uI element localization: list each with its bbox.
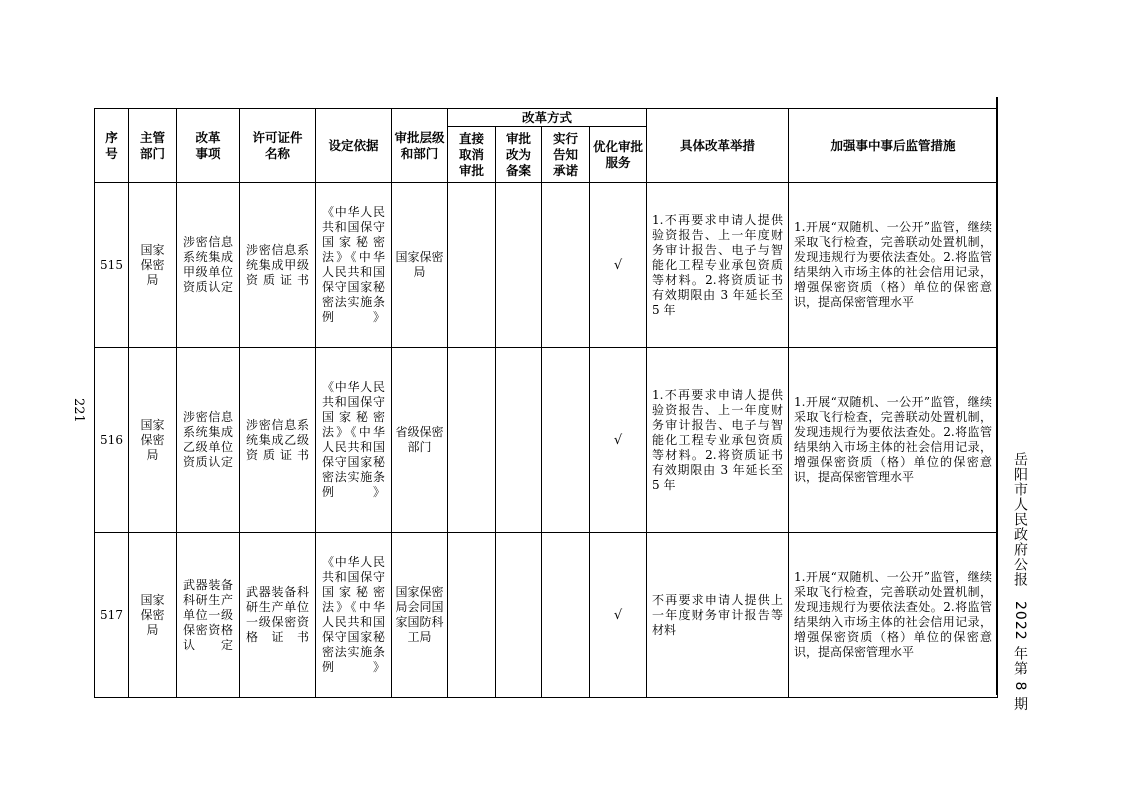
cell-basis: 《中华人民共和国保守国家秘密法》《中华人民共和国保守国家秘密法实施条例》 [316, 348, 392, 533]
header-method-cancel: 直接取消审批 [448, 127, 496, 183]
table-row [95, 183, 998, 348]
cell-method-optimize: √ [590, 533, 647, 698]
header-level: 审批层级和部门 [392, 109, 448, 183]
cell-seq: 515 [95, 183, 129, 348]
cell-item: 武器装备科研生产单位一级保密资格认定 [177, 533, 240, 698]
header-row [95, 109, 998, 127]
cell-supervision: 1.开展“双随机、一公开”监管，继续采取飞行检查，完善联动处置机制，发现违规行为要依法查处。2.将监管结果纳入市场主体的社会信用记录，增强保密资质（格）单位的保密意识，提高保密管理水平 [789, 348, 998, 533]
journal-name: 岳阳市人民政府公报 [1012, 452, 1028, 587]
header-method-filing: 审批改为备案 [496, 127, 542, 183]
header-item: 改革事项 [177, 109, 240, 183]
header-measures: 具体改革举措 [647, 109, 789, 183]
cell-method-cancel [448, 533, 496, 698]
cell-dept: 国家保密局 [129, 533, 177, 698]
cell-method-optimize: √ [590, 348, 647, 533]
cell-item: 涉密信息系统集成乙级单位资质认定 [177, 348, 240, 533]
cell-measures: 1.不再要求申请人提供验资报告、上一年度财务审计报告、电子与智能化工程专业承包资质等材料。2.将资质证书有效期限由 3 年延长至 5 年 [647, 348, 789, 533]
cell-license: 武器装备科研生产单位一级保密资格证书 [240, 533, 316, 698]
cell-level: 国家保密局会同国家国防科工局 [392, 533, 448, 698]
cell-supervision: 1.开展“双随机、一公开”监管，继续采取飞行检查，完善联动处置机制，发现违规行为要依法查处。2.将监管结果纳入市场主体的社会信用记录，增强保密资质（格）单位的保密意识，提高保密管理水平 [789, 183, 998, 348]
header-supervision: 加强事中事后监管措施 [789, 109, 998, 183]
cell-method-notify [542, 348, 590, 533]
cell-method-notify [542, 183, 590, 348]
header-basis: 设定依据 [316, 109, 392, 183]
cell-seq: 517 [95, 533, 129, 698]
cell-license: 涉密信息系统集成甲级资质证书 [240, 183, 316, 348]
journal-running-head [1006, 452, 1030, 712]
cell-level: 国家保密局 [392, 183, 448, 348]
cell-license: 涉密信息系统集成乙级资质证书 [240, 348, 316, 533]
journal-issue: 2022 年第 8 期 [1012, 601, 1028, 712]
cell-dept: 国家保密局 [129, 348, 177, 533]
cell-method-cancel [448, 183, 496, 348]
header-method-group: 改革方式 [448, 109, 647, 127]
header-method-optimize: 优化审批服务 [590, 127, 647, 183]
header-license: 许可证件名称 [240, 109, 316, 183]
cell-measures: 1.不再要求申请人提供验资报告、上一年度财务审计报告、电子与智能化工程专业承包资质等材料。2.将资质证书有效期限由 3 年延长至 5 年 [647, 183, 789, 348]
cell-supervision: 1.开展“双随机、一公开”监管，继续采取飞行检查，完善联动处置机制，发现违规行为要依法查处。2.将监管结果纳入市场主体的社会信用记录，增强保密资质（格）单位的保密意识，提高保密管理水平 [789, 533, 998, 698]
header-method-notify: 实行告知承诺 [542, 127, 590, 183]
header-seq: 序号 [95, 109, 129, 183]
cell-method-cancel [448, 348, 496, 533]
cell-method-filing [496, 348, 542, 533]
cell-measures: 不再要求申请人提供上一年度财务审计报告等材料 [647, 533, 789, 698]
cell-level: 省级保密部门 [392, 348, 448, 533]
cell-dept: 国家保密局 [129, 183, 177, 348]
cell-basis: 《中华人民共和国保守国家秘密法》《中华人民共和国保守国家秘密法实施条例》 [316, 533, 392, 698]
cell-method-filing [496, 183, 542, 348]
cell-method-notify [542, 533, 590, 698]
table-row [95, 348, 998, 533]
cell-item: 涉密信息系统集成甲级单位资质认定 [177, 183, 240, 348]
cell-method-optimize: √ [590, 183, 647, 348]
page-number: 221 [71, 398, 86, 423]
cell-method-filing [496, 533, 542, 698]
cell-basis: 《中华人民共和国保守国家秘密法》《中华人民共和国保守国家秘密法实施条例》 [316, 183, 392, 348]
cell-seq: 516 [95, 348, 129, 533]
table-row [95, 533, 998, 698]
header-dept: 主管部门 [129, 109, 177, 183]
reform-items-table [94, 108, 998, 698]
